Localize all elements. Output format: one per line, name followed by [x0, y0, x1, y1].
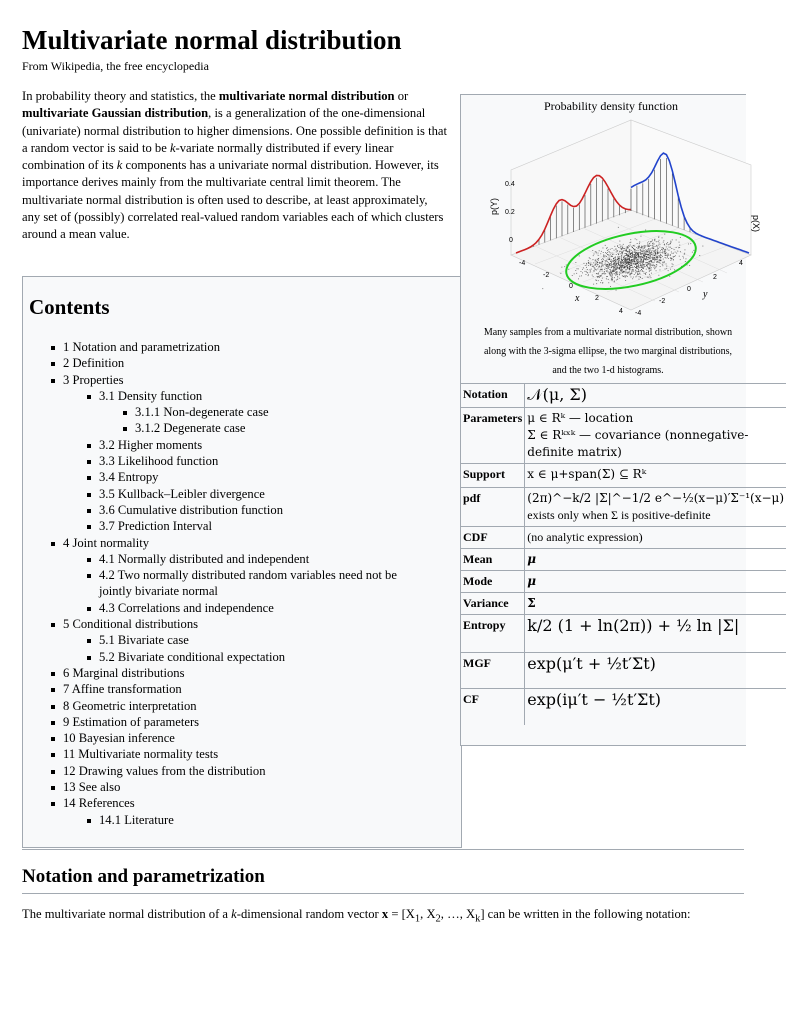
infobox-row-variance: Variance Σ	[461, 593, 786, 615]
toc-item[interactable]: 4.3 Correlations and independence	[99, 600, 453, 616]
toc-item[interactable]: 14 References	[63, 795, 453, 811]
axis-y: y	[703, 289, 708, 300]
toc-item[interactable]: 9 Estimation of parameters	[63, 714, 453, 730]
toc-item[interactable]: 5.2 Bivariate conditional expectation	[99, 649, 453, 665]
infobox-row-pdf: pdf (2π)^−k/2 |Σ|^−1/2 e^−½(x−μ)′Σ⁻¹(x−μ) exists only when Σ is positive-definite	[461, 488, 786, 527]
tick-z-2: 0	[509, 237, 513, 244]
infobox-row-cf: CF exp(iμ′t − ½t′Σt)	[461, 689, 786, 725]
toc-item[interactable]: 7 Affine transformation	[63, 681, 453, 697]
toc-item[interactable]: 11 Multivariate normality tests	[63, 746, 453, 762]
tick-z-1: 0.2	[505, 209, 515, 216]
infobox-row-mode: Mode μ	[461, 571, 786, 593]
infobox-table	[461, 383, 786, 725]
infobox-row-support: Support x ∈ μ+span(Σ) ⊆ Rᵏ	[461, 464, 786, 488]
table-of-contents	[22, 276, 462, 848]
toc-item[interactable]: 3.1.2 Degenerate case	[135, 420, 453, 436]
toc-item[interactable]: 3.3 Likelihood function	[99, 453, 453, 469]
infobox-image-caption: Many samples from a multivariate normal distribution, shown along with the 3-sigma ellipse, the two marginal distributions, and the two 1-d histograms.	[483, 327, 733, 376]
toc-item[interactable]: 5.1 Bivariate case	[99, 632, 453, 648]
tick-y-1: -2	[659, 298, 666, 305]
tick-x-2: 0	[569, 283, 573, 290]
toc-item[interactable]: 14.1 Literature	[99, 812, 453, 828]
toc-item[interactable]: 3.6 Cumulative distribution function	[99, 502, 453, 518]
tick-x-4: 4	[619, 308, 623, 315]
section-heading-underline	[22, 893, 744, 894]
infobox-row-entropy: Entropy k/2 (1 + ln(2π)) + ½ ln |Σ|	[461, 615, 786, 653]
infobox-row-notation: Notation 𝒩(μ, Σ)	[461, 384, 786, 408]
term-mvg: multivariate Gaussian distribution	[22, 106, 209, 121]
infobox-row-parameters: Parameters μ ∈ Rᵏ — location Σ ∈ Rᵏˣᵏ — covariance (nonnegative-definite matrix)	[461, 408, 786, 464]
tick-y-2: 0	[687, 286, 691, 293]
term-mvn: multivariate normal distribution	[218, 89, 395, 103]
toc-item[interactable]: 10 Bayesian inference	[63, 730, 453, 746]
toc-item[interactable]: 3.7 Prediction Interval	[99, 518, 453, 534]
page-title: Multivariate normal distribution	[22, 25, 402, 55]
tick-y-4: 4	[739, 260, 743, 267]
tick-y-0: -4	[635, 310, 642, 317]
axis-label-px: p(X)	[751, 215, 761, 233]
toc-item[interactable]: 6 Marginal distributions	[63, 665, 453, 681]
infobox	[460, 94, 785, 746]
tick-x-0: -4	[519, 260, 526, 267]
infobox-row-cdf: CDF (no analytic expression)	[461, 527, 786, 549]
axis-x: x	[575, 293, 580, 304]
section-heading-notation: Notation and parametrization	[22, 866, 265, 887]
toc-item[interactable]: 4 Joint normality	[63, 535, 453, 551]
tick-x-1: -2	[543, 272, 550, 279]
tick-z-0: 0.4	[505, 181, 515, 188]
toc-item[interactable]: 1 Notation and parametrization	[63, 339, 453, 355]
toc-item[interactable]: 13 See also	[63, 779, 453, 795]
intro-paragraph: In probability theory and statistics, the multivariate normal distribution or multivariate Gaussian distribution, is a generalization of the one-dimensional (univariate) normal distribution to higher dimensions. One possible definition is that a random vector is said to be k-variate normally distributed if every linear combination of its k components has a univariate normal distribution. However, its importance derives mainly from the multivariate central limit theorem. The multivariate normal distribution is often used to describe, at least approximately, any set of (possibly) correlated real-valued random variables each of which clusters around a mean value.	[22, 89, 447, 242]
toc-item[interactable]: 5 Conditional distributions	[63, 616, 453, 632]
toc-item[interactable]: 3.1 Density function	[99, 388, 453, 404]
toc-item[interactable]: 4.2 Two normally distributed random variables need not be jointly bivariate normal	[99, 567, 419, 600]
toc-list	[63, 339, 453, 828]
section-divider	[22, 849, 744, 850]
tick-x-3: 2	[595, 295, 599, 302]
axis-label-py: p(Y)	[489, 197, 499, 215]
toc-item[interactable]: 3 Properties	[63, 372, 453, 388]
toc-item[interactable]: 8 Geometric interpretation	[63, 698, 453, 714]
toc-item[interactable]: 4.1 Normally distributed and independent	[99, 551, 453, 567]
toc-item[interactable]: 2 Definition	[63, 355, 453, 371]
toc-heading: Contents	[29, 295, 110, 319]
infobox-caption: Probability density function	[544, 99, 678, 113]
tick-y-3: 2	[713, 274, 717, 281]
toc-item[interactable]: 3.2 Higher moments	[99, 437, 453, 453]
toc-item[interactable]: 3.4 Entropy	[99, 469, 453, 485]
toc-item[interactable]: 3.5 Kullback–Leibler divergence	[99, 486, 453, 502]
infobox-row-mean: Mean μ	[461, 549, 786, 571]
toc-item[interactable]: 12 Drawing values from the distribution	[63, 763, 453, 779]
page-subtitle: From Wikipedia, the free encyclopedia	[22, 59, 209, 73]
infobox-row-mgf: MGF exp(μ′t + ½t′Σt)	[461, 653, 786, 689]
pdf-illustration	[491, 115, 761, 325]
section-paragraph: The multivariate normal distribution of a k-dimensional random vector $x = [X_1$, $X_2$, …, $X_k$] can be written in the following notation:	[22, 907, 691, 925]
toc-item[interactable]: 3.1.1 Non-degenerate case	[135, 404, 453, 420]
